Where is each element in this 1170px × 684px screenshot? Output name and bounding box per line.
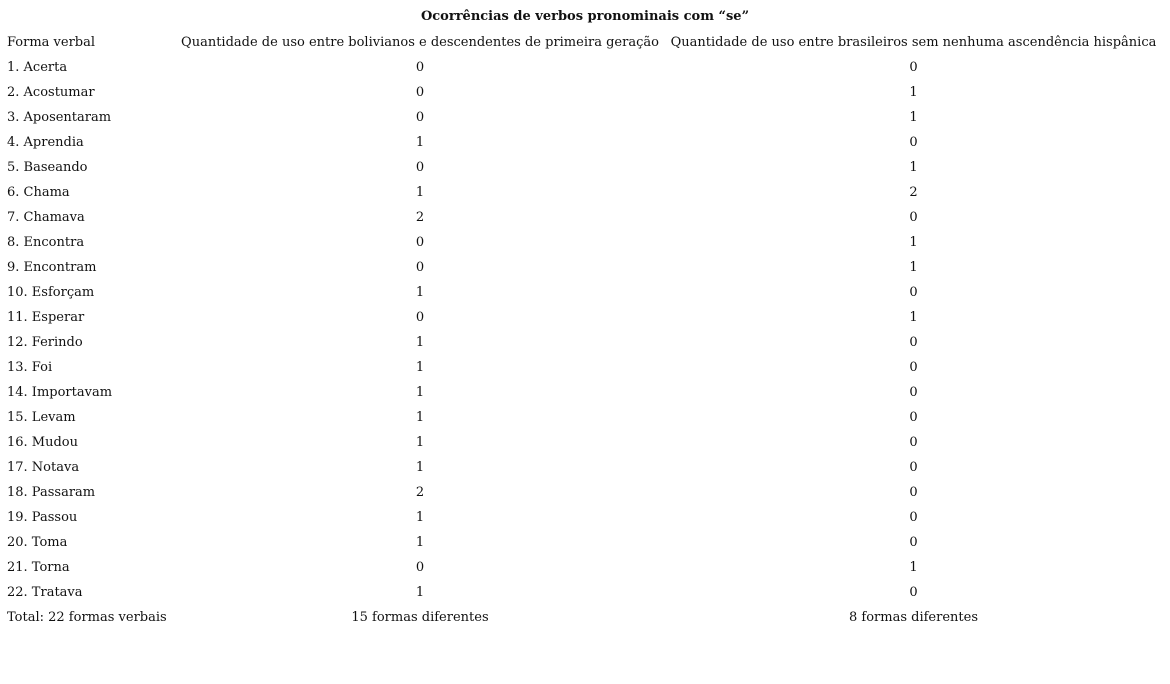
table-footer [5,605,1165,630]
bolivian-count-cell: 0 [415,560,425,575]
table-row [5,55,1165,80]
table-header [5,30,1165,55]
column-header-bolivian: Quantidade de uso entre bolivianos e descendentes de primeira geração [181,35,659,50]
bolivian-count-cell: 0 [415,260,425,275]
verb-form-cell: 17. Notava [7,460,80,475]
table-row [5,530,1165,555]
bolivian-count-cell: 1 [415,135,425,150]
bolivian-count-cell: 1 [415,460,425,475]
bolivian-count-cell: 0 [415,160,425,175]
brazilian-count-cell: 0 [909,135,918,150]
table-row [5,580,1165,605]
brazilian-count-cell: 0 [909,210,918,225]
brazilian-count-cell: 0 [909,360,918,375]
bolivian-count-cell: 1 [415,510,425,525]
verb-form-cell: 12. Ferindo [7,335,83,350]
bolivian-count-cell: 2 [415,485,425,500]
verb-form-cell: 6. Chama [7,185,70,200]
table-row [5,155,1165,180]
table-row [5,305,1165,330]
verb-form-cell: 14. Importavam [7,385,113,400]
verb-form-cell: 21. Torna [7,560,70,575]
verb-form-cell: 16. Mudou [7,435,79,450]
table-row [5,80,1165,105]
verb-form-cell: 2. Acostumar [7,85,95,100]
table-row [5,505,1165,530]
total-row [5,605,1165,630]
table-row [5,230,1165,255]
verb-form-cell: 4. Aprendia [7,135,84,150]
bolivian-count-cell: 0 [415,110,425,125]
verb-form-cell: 10. Esforçam [7,285,95,300]
bolivian-count-cell: 1 [415,385,425,400]
table-row [5,205,1165,230]
verb-form-cell: 5. Baseando [7,160,88,175]
bolivian-count-cell: 2 [415,210,425,225]
table-row [5,405,1165,430]
bolivian-count-cell: 0 [415,235,425,250]
table-row [5,180,1165,205]
table-title: Ocorrências de verbos pronominais com “se” [420,9,750,24]
table-row [5,255,1165,280]
verb-form-cell: 15. Levam [7,410,76,425]
bolivian-count-cell: 0 [415,85,425,100]
brazilian-count-cell: 0 [909,485,918,500]
brazilian-count-cell: 1 [909,260,918,275]
brazilian-count-cell: 0 [909,335,918,350]
verb-form-cell: 18. Passaram [7,485,96,500]
brazilian-count-cell: 1 [909,85,918,100]
table-row [5,105,1165,130]
total-bolivian-cell: 15 formas diferentes [351,610,489,625]
column-header-brazilian: Quantidade de uso entre brasileiros sem nenhuma ascendência hispânica [670,35,1157,50]
table-row [5,130,1165,155]
table-row [5,455,1165,480]
brazilian-count-cell: 0 [909,285,918,300]
brazilian-count-cell: 0 [909,460,918,475]
bolivian-count-cell: 1 [415,360,425,375]
brazilian-count-cell: 1 [909,560,918,575]
bolivian-count-cell: 1 [415,435,425,450]
verb-form-cell: 7. Chamava [7,210,85,225]
verb-form-cell: 1. Acerta [7,60,68,75]
brazilian-count-cell: 0 [909,585,918,600]
brazilian-count-cell: 0 [909,410,918,425]
bolivian-count-cell: 1 [415,410,425,425]
brazilian-count-cell: 0 [909,435,918,450]
header-row [5,30,1165,55]
table-row [5,480,1165,505]
brazilian-count-cell: 1 [909,235,918,250]
brazilian-count-cell: 0 [909,510,918,525]
total-brazilian-cell: 8 formas diferentes [849,610,978,625]
table-body [5,55,1165,605]
bolivian-count-cell: 0 [415,60,425,75]
verb-occurrences-table [5,30,1165,630]
bolivian-count-cell: 1 [415,585,425,600]
brazilian-count-cell: 1 [909,310,918,325]
column-header-form: Forma verbal [7,35,96,50]
verb-form-cell: 13. Foi [7,360,53,375]
bolivian-count-cell: 1 [415,185,425,200]
verb-form-cell: 9. Encontram [7,260,97,275]
verb-form-cell: 19. Passou [7,510,78,525]
bolivian-count-cell: 1 [415,285,425,300]
brazilian-count-cell: 1 [909,160,918,175]
brazilian-count-cell: 0 [909,60,918,75]
brazilian-count-cell: 0 [909,385,918,400]
bolivian-count-cell: 1 [415,335,425,350]
verb-form-cell: 20. Toma [7,535,68,550]
table-row [5,280,1165,305]
bolivian-count-cell: 0 [415,310,425,325]
verb-form-cell: 11. Esperar [7,310,85,325]
table-row [5,355,1165,380]
bolivian-count-cell: 1 [415,535,425,550]
table-row [5,555,1165,580]
brazilian-count-cell: 2 [909,185,918,200]
table-row [5,330,1165,355]
total-form-cell: Total: 22 formas verbais [7,610,167,625]
verb-form-cell: 22. Tratava [7,585,83,600]
brazilian-count-cell: 1 [909,110,918,125]
brazilian-count-cell: 0 [909,535,918,550]
verb-form-cell: 8. Encontra [7,235,85,250]
table-row [5,380,1165,405]
table-row [5,430,1165,455]
verb-form-cell: 3. Aposentaram [7,110,112,125]
